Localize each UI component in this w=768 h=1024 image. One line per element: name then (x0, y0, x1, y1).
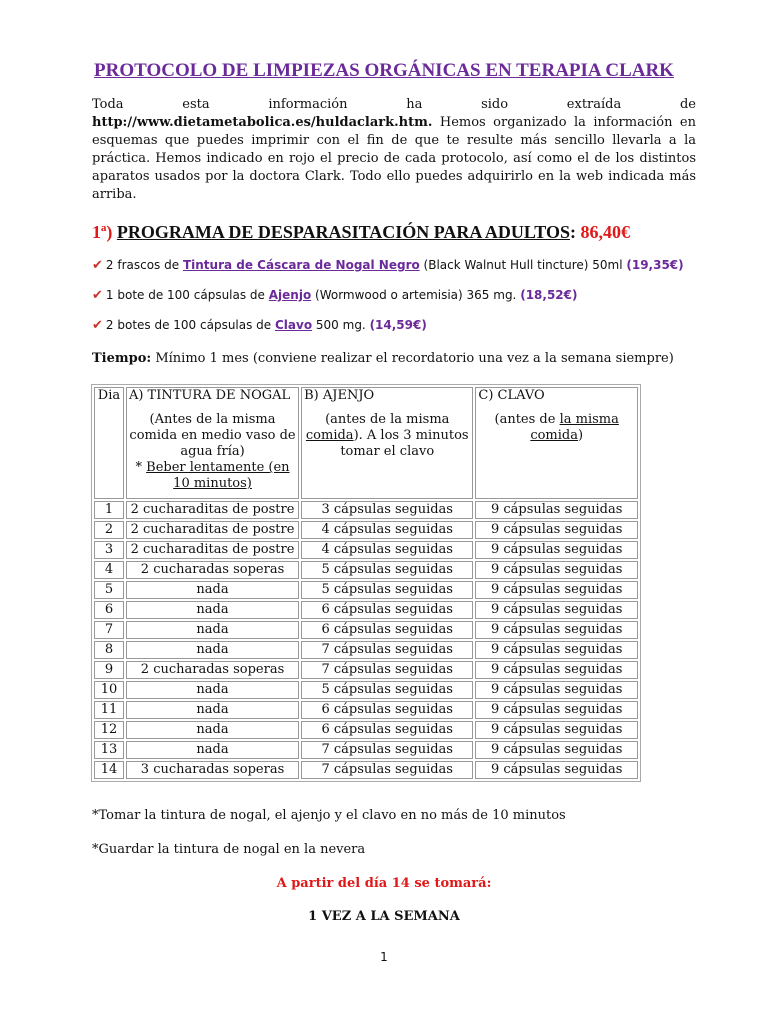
tintura-cell: nada (126, 601, 299, 619)
header-tintura-title: A) TINTURA DE NOGAL (128, 388, 291, 403)
clavo-cell: 9 cápsulas seguidas (475, 721, 638, 739)
day-cell: 1 (94, 501, 124, 519)
bullet-text: (Black Walnut Hull tincture) 50ml (419, 258, 627, 272)
table-row (94, 561, 638, 579)
source-url[interactable]: http://www.dietametabolica.es/huldaclark.htm. (92, 115, 433, 130)
day-cell: 10 (94, 681, 124, 699)
table-row (94, 581, 638, 599)
day-cell: 14 (94, 761, 124, 779)
header-ajenjo-note: (antes de la misma comida). A los 3 minutos tomar el clavo (305, 412, 469, 459)
weekly-text: 1 VEZ A LA SEMANA (308, 909, 460, 924)
tintura-cell: 3 cucharadas soperas (126, 761, 299, 779)
header-tintura-note2: * Beber lentamente (en 10 minutos) (135, 460, 290, 491)
table-row (94, 641, 638, 659)
intro-text-1: Toda esta información ha sido extraída de (92, 97, 696, 112)
section-title: PROGRAMA DE DESPARASITACIÓN PARA ADULTOS (116, 222, 570, 242)
product-link-ajenjo[interactable]: Ajenjo (268, 288, 312, 302)
from-day-text: A partir del día 14 se tomará: (276, 876, 492, 891)
day-cell: 12 (94, 721, 124, 739)
day-cell: 5 (94, 581, 124, 599)
table-row (94, 621, 638, 639)
header-clavo-note: (antes de la misma comida) (494, 412, 619, 443)
clavo-cell: 9 cápsulas seguidas (475, 541, 638, 559)
section-colon: : (569, 222, 576, 242)
ajenjo-cell: 7 cápsulas seguidas (301, 661, 473, 679)
table-row (94, 661, 638, 679)
day-cell: 8 (94, 641, 124, 659)
table-row (94, 701, 638, 719)
day-cell: 11 (94, 701, 124, 719)
day-cell: 3 (94, 541, 124, 559)
bullet-price: (18,52€) (520, 288, 578, 302)
clavo-cell: 9 cápsulas seguidas (475, 581, 638, 599)
day-cell: 13 (94, 741, 124, 759)
checkmark-icon: ✔ (92, 318, 103, 333)
tiempo-label: Tiempo: (92, 351, 152, 366)
bullet-text: (Wormwood o artemisia) 365 mg. (311, 288, 521, 302)
ajenjo-cell: 3 cápsulas seguidas (301, 501, 473, 519)
ajenjo-cell: 5 cápsulas seguidas (301, 561, 473, 579)
header-tintura-note: (Antes de la misma comida en medio vaso de agua fría) (129, 412, 296, 459)
document-title: PROTOCOLO DE LIMPIEZAS ORGÁNICAS EN TERAPIA CLARK (94, 60, 674, 81)
ajenjo-cell: 6 cápsulas seguidas (301, 601, 473, 619)
day-cell: 2 (94, 521, 124, 539)
clavo-cell: 9 cápsulas seguidas (475, 641, 638, 659)
intro-text-2: Hemos organizado la información en esquemas que puedes imprimir con el fin de que te resulte más sencillo llevarla a la práctica. Hemos indicado en rojo el precio de cada protocolo, así como el de los distintos aparatos usados por la doctora Clark. Todo ello puedes adquirirlo en la web indicada más arriba. (92, 115, 696, 202)
clavo-cell: 9 cápsulas seguidas (475, 741, 638, 759)
table-row (94, 601, 638, 619)
day-cell: 4 (94, 561, 124, 579)
tintura-cell: 2 cucharaditas de postre (126, 501, 299, 519)
ajenjo-cell: 7 cápsulas seguidas (301, 741, 473, 759)
table-header-row (94, 387, 638, 499)
tintura-cell: nada (126, 721, 299, 739)
header-ajenjo (301, 387, 473, 499)
bullet-text: 1 bote de 100 cápsulas de (105, 288, 269, 302)
note-2: *Guardar la tintura de nogal en la nevera (92, 842, 366, 857)
product-link-clavo[interactable]: Clavo (275, 318, 313, 332)
clavo-cell: 9 cápsulas seguidas (475, 501, 638, 519)
ajenjo-cell: 4 cápsulas seguidas (301, 521, 473, 539)
tintura-cell: nada (126, 741, 299, 759)
checkmark-icon: ✔ (92, 258, 103, 273)
tintura-cell: 2 cucharaditas de postre (126, 521, 299, 539)
tintura-cell: nada (126, 581, 299, 599)
checkmark-icon: ✔ (92, 288, 103, 303)
product-link-nogal[interactable]: Tintura de Cáscara de Nogal Negro (182, 258, 420, 272)
bullet-text: 500 mg. (312, 318, 370, 332)
bullet-text: 2 botes de 100 cápsulas de (105, 318, 275, 332)
bullet-item (92, 258, 684, 273)
table-row (94, 741, 638, 759)
tintura-cell: nada (126, 641, 299, 659)
ajenjo-cell: 4 cápsulas seguidas (301, 541, 473, 559)
table-row (94, 721, 638, 739)
tiempo-text: Mínimo 1 mes (conviene realizar el recordatorio una vez a la semana siempre) (151, 351, 674, 366)
day-cell: 6 (94, 601, 124, 619)
table-row (94, 761, 638, 779)
tintura-cell: 2 cucharaditas de postre (126, 541, 299, 559)
day-cell: 9 (94, 661, 124, 679)
ajenjo-cell: 5 cápsulas seguidas (301, 581, 473, 599)
tintura-cell: nada (126, 621, 299, 639)
header-dia: Dia (94, 387, 124, 499)
clavo-cell: 9 cápsulas seguidas (475, 761, 638, 779)
ajenjo-cell: 7 cápsulas seguidas (301, 641, 473, 659)
clavo-cell: 9 cápsulas seguidas (475, 601, 638, 619)
bullet-item (92, 288, 577, 303)
table-row (94, 681, 638, 699)
clavo-cell: 9 cápsulas seguidas (475, 701, 638, 719)
header-clavo (475, 387, 638, 499)
bullet-price: (14,59€) (369, 318, 427, 332)
header-ajenjo-title: B) AJENJO (304, 388, 375, 403)
clavo-cell: 9 cápsulas seguidas (475, 561, 638, 579)
header-tintura (126, 387, 299, 499)
ajenjo-cell: 5 cápsulas seguidas (301, 681, 473, 699)
bullet-price: (19,35€) (626, 258, 684, 272)
table-row (94, 521, 638, 539)
clavo-cell: 9 cápsulas seguidas (475, 681, 638, 699)
dosage-table (91, 384, 641, 782)
clavo-cell: 9 cápsulas seguidas (475, 521, 638, 539)
bullet-text: 2 frascos de (105, 258, 183, 272)
tintura-cell: nada (126, 701, 299, 719)
page-number: 1 (380, 950, 388, 964)
note-1: *Tomar la tintura de nogal, el ajenjo y el clavo en no más de 10 minutos (92, 808, 566, 823)
ajenjo-cell: 6 cápsulas seguidas (301, 721, 473, 739)
section-price: 86,40€ (580, 222, 630, 242)
intro-paragraph (92, 96, 696, 204)
clavo-cell: 9 cápsulas seguidas (475, 661, 638, 679)
tiempo-line (92, 351, 674, 366)
header-clavo-title: C) CLAVO (478, 388, 545, 403)
bullet-item (92, 318, 427, 333)
table-row (94, 541, 638, 559)
clavo-cell: 9 cápsulas seguidas (475, 621, 638, 639)
ajenjo-cell: 6 cápsulas seguidas (301, 701, 473, 719)
tintura-cell: 2 cucharadas soperas (126, 561, 299, 579)
ajenjo-cell: 6 cápsulas seguidas (301, 621, 473, 639)
tintura-cell: 2 cucharadas soperas (126, 661, 299, 679)
day-cell: 7 (94, 621, 124, 639)
section-number: 1ª) (92, 222, 113, 242)
tintura-cell: nada (126, 681, 299, 699)
ajenjo-cell: 7 cápsulas seguidas (301, 761, 473, 779)
table-row (94, 501, 638, 519)
section-heading (92, 222, 630, 243)
